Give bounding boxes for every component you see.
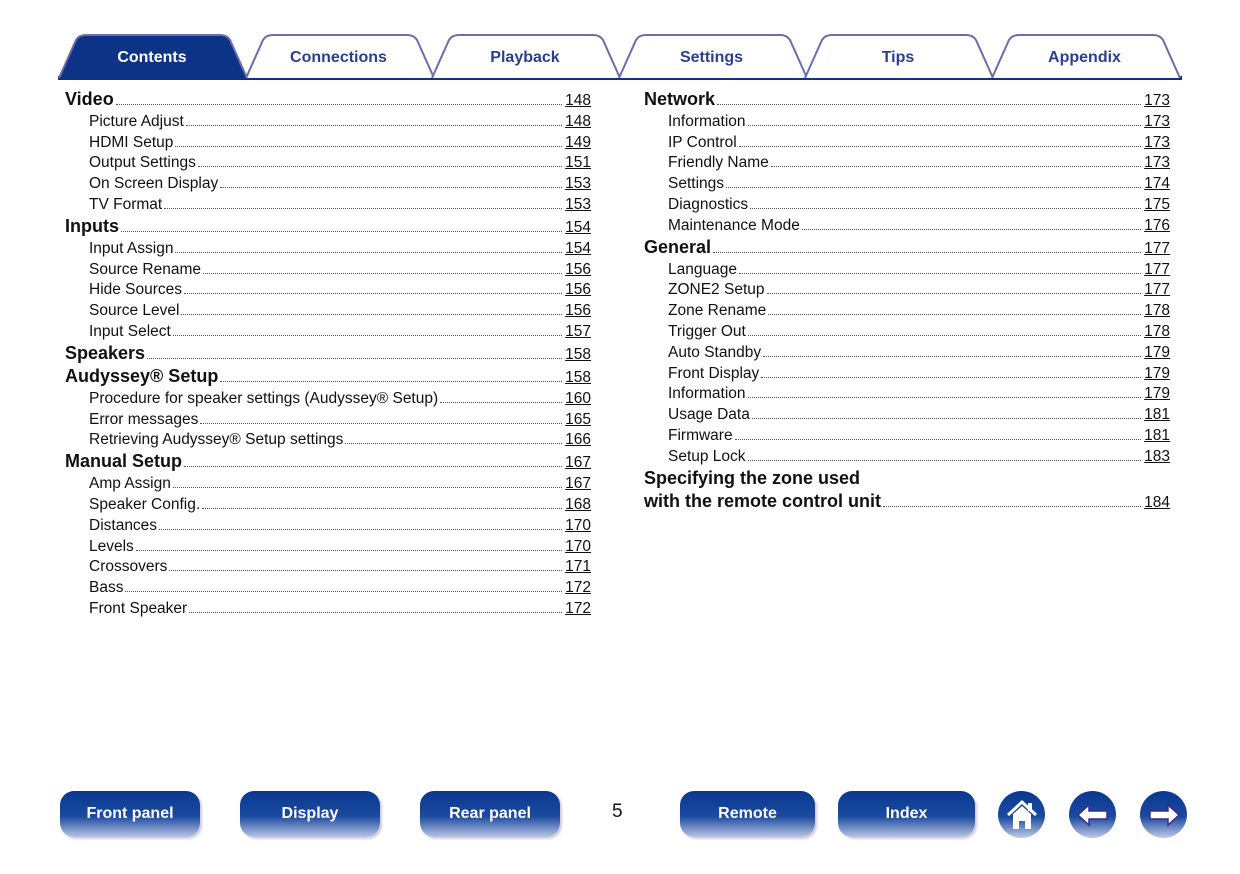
- page-link[interactable]: 167: [565, 454, 591, 472]
- toc-label: Usage Data: [668, 406, 750, 424]
- remote-button[interactable]: Remote: [680, 791, 815, 837]
- toc-label: Video: [65, 89, 114, 109]
- leader-dots: [220, 187, 562, 188]
- page-link[interactable]: 153: [565, 195, 591, 213]
- toc-label: Zone Rename: [668, 302, 767, 320]
- toc-item[interactable]: [644, 152, 1170, 173]
- leader-dots: [175, 252, 562, 253]
- tab-playback[interactable]: [431, 34, 619, 78]
- page-link[interactable]: 177: [1144, 281, 1170, 299]
- page-link[interactable]: 177: [1144, 239, 1170, 257]
- page-link[interactable]: 171: [565, 558, 591, 576]
- page-link[interactable]: 154: [565, 239, 591, 257]
- leader-dots: [717, 104, 1141, 105]
- toc-heading[interactable]: [644, 235, 1170, 258]
- toc-label: ZONE2 Setup: [668, 281, 765, 299]
- toc-label: Source Level: [89, 302, 180, 320]
- toc-label: Settings: [668, 175, 725, 193]
- leader-dots: [186, 125, 562, 126]
- leader-dots: [202, 508, 562, 509]
- page-link[interactable]: 173: [1144, 112, 1170, 130]
- toc-item[interactable]: [65, 193, 591, 214]
- toc-label: Distances: [89, 516, 158, 534]
- page-link[interactable]: 173: [1144, 154, 1170, 172]
- toc-item[interactable]: [644, 131, 1170, 152]
- page-link[interactable]: 157: [565, 322, 591, 340]
- leader-dots: [768, 314, 1141, 315]
- leader-dots: [739, 273, 1141, 274]
- toc-heading[interactable]: [65, 449, 591, 472]
- toc-label: Retrieving Audyssey® Setup settings: [89, 431, 344, 449]
- toc-label: Auto Standby: [668, 343, 762, 361]
- page-number: 5: [612, 801, 623, 822]
- toc-label: Diagnostics: [668, 195, 749, 213]
- toc-item[interactable]: [644, 341, 1170, 362]
- leader-dots: [173, 487, 562, 488]
- toc-item[interactable]: [65, 429, 591, 450]
- toc-label: Source Rename: [89, 260, 202, 278]
- toc-heading[interactable]: [65, 87, 591, 110]
- page-link[interactable]: 179: [1144, 343, 1170, 361]
- toc-label: Error messages: [89, 410, 199, 428]
- toc-label: Hide Sources: [89, 281, 183, 299]
- tab-label: Playback: [490, 49, 560, 66]
- leader-dots: [735, 439, 1142, 440]
- page-link[interactable]: 156: [565, 281, 591, 299]
- page-link[interactable]: 174: [1144, 175, 1170, 193]
- leader-dots: [763, 356, 1141, 357]
- leader-dots: [750, 208, 1141, 209]
- toc-label: Network: [644, 89, 716, 109]
- tab-settings[interactable]: [618, 34, 806, 78]
- tab-label: Connections: [290, 49, 387, 66]
- toc-label: Input Select: [89, 322, 171, 340]
- page-link[interactable]: 156: [565, 260, 591, 278]
- front-panel-button[interactable]: Front panel: [60, 791, 200, 837]
- leader-dots: [748, 460, 1142, 461]
- toc-label: Procedure for speaker settings (Audyssey® Setup): [89, 389, 439, 407]
- toc-item[interactable]: [65, 172, 591, 193]
- toc-heading[interactable]: [644, 87, 1170, 110]
- toc-item[interactable]: [65, 258, 591, 279]
- page-link[interactable]: 183: [1144, 447, 1170, 465]
- page-link[interactable]: 166: [565, 431, 591, 449]
- page-link[interactable]: 148: [565, 92, 591, 109]
- page-link[interactable]: 149: [565, 133, 591, 151]
- tab-label: Settings: [679, 49, 744, 66]
- page-link[interactable]: 158: [565, 368, 591, 386]
- toc-item[interactable]: [644, 110, 1170, 131]
- leader-dots: [125, 591, 562, 592]
- toc-heading[interactable]: [65, 341, 591, 364]
- page-link[interactable]: 176: [1144, 216, 1170, 234]
- rear-panel-button[interactable]: Rear panel: [420, 791, 560, 837]
- leader-dots: [771, 166, 1141, 167]
- page-link[interactable]: 181: [1144, 406, 1170, 424]
- leader-dots: [345, 443, 562, 444]
- leader-dots: [164, 208, 562, 209]
- toc-item[interactable]: [644, 279, 1170, 300]
- toc-heading[interactable]: [644, 466, 1170, 489]
- toc-label: Front Speaker: [89, 599, 188, 617]
- toc-label: Setup Lock: [668, 447, 746, 465]
- page-link[interactable]: 165: [565, 410, 591, 428]
- page-link[interactable]: 154: [565, 218, 591, 236]
- page-link[interactable]: 158: [565, 345, 591, 363]
- toc-item[interactable]: [644, 383, 1170, 404]
- leader-dots: [147, 358, 562, 359]
- toc-item[interactable]: [65, 237, 591, 258]
- tab-appendix[interactable]: [991, 34, 1179, 78]
- toc-label: Language: [668, 260, 737, 278]
- leader-dots: [175, 146, 562, 147]
- page-link[interactable]: 175: [1144, 195, 1170, 213]
- toc-heading[interactable]: [65, 214, 591, 237]
- page-link[interactable]: 179: [1144, 364, 1170, 382]
- leader-dots: [752, 418, 1141, 419]
- leader-dots: [748, 335, 1141, 336]
- toc-item[interactable]: [65, 576, 591, 597]
- page-link[interactable]: 181: [1144, 426, 1170, 444]
- toc-label: On Screen Display: [89, 175, 219, 193]
- page-link[interactable]: 151: [565, 154, 591, 172]
- toc-label: Information: [668, 112, 746, 130]
- leader-dots: [136, 550, 562, 551]
- toc-label: Bass: [89, 579, 124, 597]
- page-link[interactable]: 178: [1144, 302, 1170, 320]
- toc-item[interactable]: [65, 110, 591, 131]
- display-button[interactable]: Display: [240, 791, 380, 837]
- page-link[interactable]: 170: [565, 516, 591, 534]
- page-link[interactable]: 184: [1144, 493, 1170, 511]
- tab-tips[interactable]: [804, 34, 992, 78]
- page-link[interactable]: 173: [1144, 92, 1170, 109]
- page-link[interactable]: 172: [565, 579, 591, 597]
- toc-label: General: [644, 236, 712, 257]
- toc-label: Specifying the zone used: [644, 467, 861, 488]
- leader-dots: [200, 423, 562, 424]
- toc-item[interactable]: [65, 556, 591, 577]
- toc-label: Speakers: [65, 342, 146, 363]
- toc-item[interactable]: [644, 403, 1170, 424]
- toc-label: Audyssey® Setup: [65, 365, 219, 386]
- leader-dots: [761, 377, 1141, 378]
- page-link[interactable]: 178: [1144, 322, 1170, 340]
- toc-item[interactable]: [65, 408, 591, 429]
- toc-label: Manual Setup: [65, 451, 183, 472]
- leader-dots: [121, 231, 562, 232]
- page-link[interactable]: 173: [1144, 133, 1170, 151]
- leader-dots: [169, 570, 562, 571]
- leader-dots: [748, 397, 1142, 398]
- arrow-right-icon: [1147, 803, 1181, 827]
- leader-dots: [184, 466, 562, 467]
- toc-label: Front Display: [668, 364, 760, 382]
- toc-label: Inputs: [65, 215, 119, 236]
- index-button[interactable]: Index: [838, 791, 975, 837]
- leader-dots: [726, 187, 1141, 188]
- home-icon: [1005, 799, 1039, 831]
- page-link[interactable]: 167: [565, 475, 591, 493]
- toc-item[interactable]: [65, 299, 591, 320]
- toc-label: Information: [668, 385, 746, 403]
- toc-label: Levels: [89, 537, 134, 555]
- toc-item[interactable]: [644, 193, 1170, 214]
- leader-dots: [173, 335, 562, 336]
- arrow-left-icon: [1076, 803, 1110, 827]
- leader-dots: [198, 166, 562, 167]
- toc-left-column: [65, 87, 591, 618]
- tab-contents[interactable]: [58, 34, 246, 78]
- leader-dots: [181, 314, 562, 315]
- toc-item[interactable]: [65, 279, 591, 300]
- toc-item[interactable]: [644, 258, 1170, 279]
- toc-label: IP Control: [668, 133, 737, 151]
- toc-item[interactable]: [65, 387, 591, 408]
- page-link[interactable]: 160: [565, 389, 591, 407]
- toc-label: Picture Adjust: [89, 112, 184, 130]
- toc-label: Input Assign: [89, 239, 174, 257]
- leader-dots: [713, 252, 1141, 253]
- home-button[interactable]: [998, 791, 1045, 838]
- toc-label: Firmware: [668, 426, 733, 444]
- leader-dots: [883, 506, 1141, 507]
- leader-dots: [203, 273, 562, 274]
- leader-dots: [220, 381, 562, 382]
- toc-item[interactable]: [65, 320, 591, 341]
- page-link[interactable]: 153: [565, 175, 591, 193]
- toc-item[interactable]: [644, 320, 1170, 341]
- leader-dots: [748, 125, 1142, 126]
- page-link[interactable]: 177: [1144, 260, 1170, 278]
- toc-label: Maintenance Mode: [668, 216, 800, 234]
- toc-label: Output Settings: [89, 154, 196, 172]
- toc-item[interactable]: [65, 535, 591, 556]
- toc-label: TV Format: [89, 195, 163, 213]
- toc-item[interactable]: [65, 131, 591, 152]
- toc-label: Friendly Name: [668, 154, 769, 172]
- toc-item[interactable]: [65, 493, 591, 514]
- back-button[interactable]: [1069, 791, 1116, 838]
- leader-dots: [767, 293, 1142, 294]
- toc-item[interactable]: [644, 445, 1170, 466]
- toc-item[interactable]: [644, 214, 1170, 235]
- toc-heading[interactable]: [644, 489, 1170, 512]
- page-link[interactable]: 170: [565, 537, 591, 555]
- forward-button[interactable]: [1140, 791, 1187, 838]
- toc-item[interactable]: [644, 172, 1170, 193]
- page-link[interactable]: 172: [565, 599, 591, 617]
- toc-label: Amp Assign: [89, 475, 171, 493]
- tab-label: Appendix: [1048, 49, 1121, 66]
- toc-label: Speaker Config.: [89, 495, 201, 513]
- toc-item[interactable]: [644, 424, 1170, 445]
- toc-label: Trigger Out: [668, 322, 746, 340]
- toc-item[interactable]: [65, 152, 591, 173]
- leader-dots: [440, 402, 562, 403]
- toc-item[interactable]: [65, 597, 591, 618]
- leader-dots: [116, 104, 562, 105]
- toc-label: HDMI Setup: [89, 133, 174, 151]
- leader-dots: [189, 612, 562, 613]
- page-link[interactable]: 168: [565, 495, 591, 513]
- toc-item[interactable]: [644, 299, 1170, 320]
- tab-connections[interactable]: [245, 34, 433, 78]
- leader-dots: [159, 529, 562, 530]
- toc-label: with the remote control unit: [644, 490, 881, 511]
- page-link[interactable]: 179: [1144, 385, 1170, 403]
- toc-item[interactable]: [65, 472, 591, 493]
- leader-dots: [184, 293, 562, 294]
- tab-bar: [58, 34, 1182, 80]
- page-link[interactable]: 148: [565, 112, 591, 130]
- toc-right-column: [644, 87, 1170, 512]
- toc-item[interactable]: [65, 514, 591, 535]
- toc-label: Crossovers: [89, 558, 168, 576]
- leader-dots: [739, 146, 1141, 147]
- leader-dots: [802, 229, 1141, 230]
- toc-item[interactable]: [644, 362, 1170, 383]
- page-link[interactable]: 156: [565, 302, 591, 320]
- tab-label: Contents: [117, 49, 187, 66]
- tab-label: Tips: [881, 49, 915, 66]
- toc-heading[interactable]: [65, 364, 591, 387]
